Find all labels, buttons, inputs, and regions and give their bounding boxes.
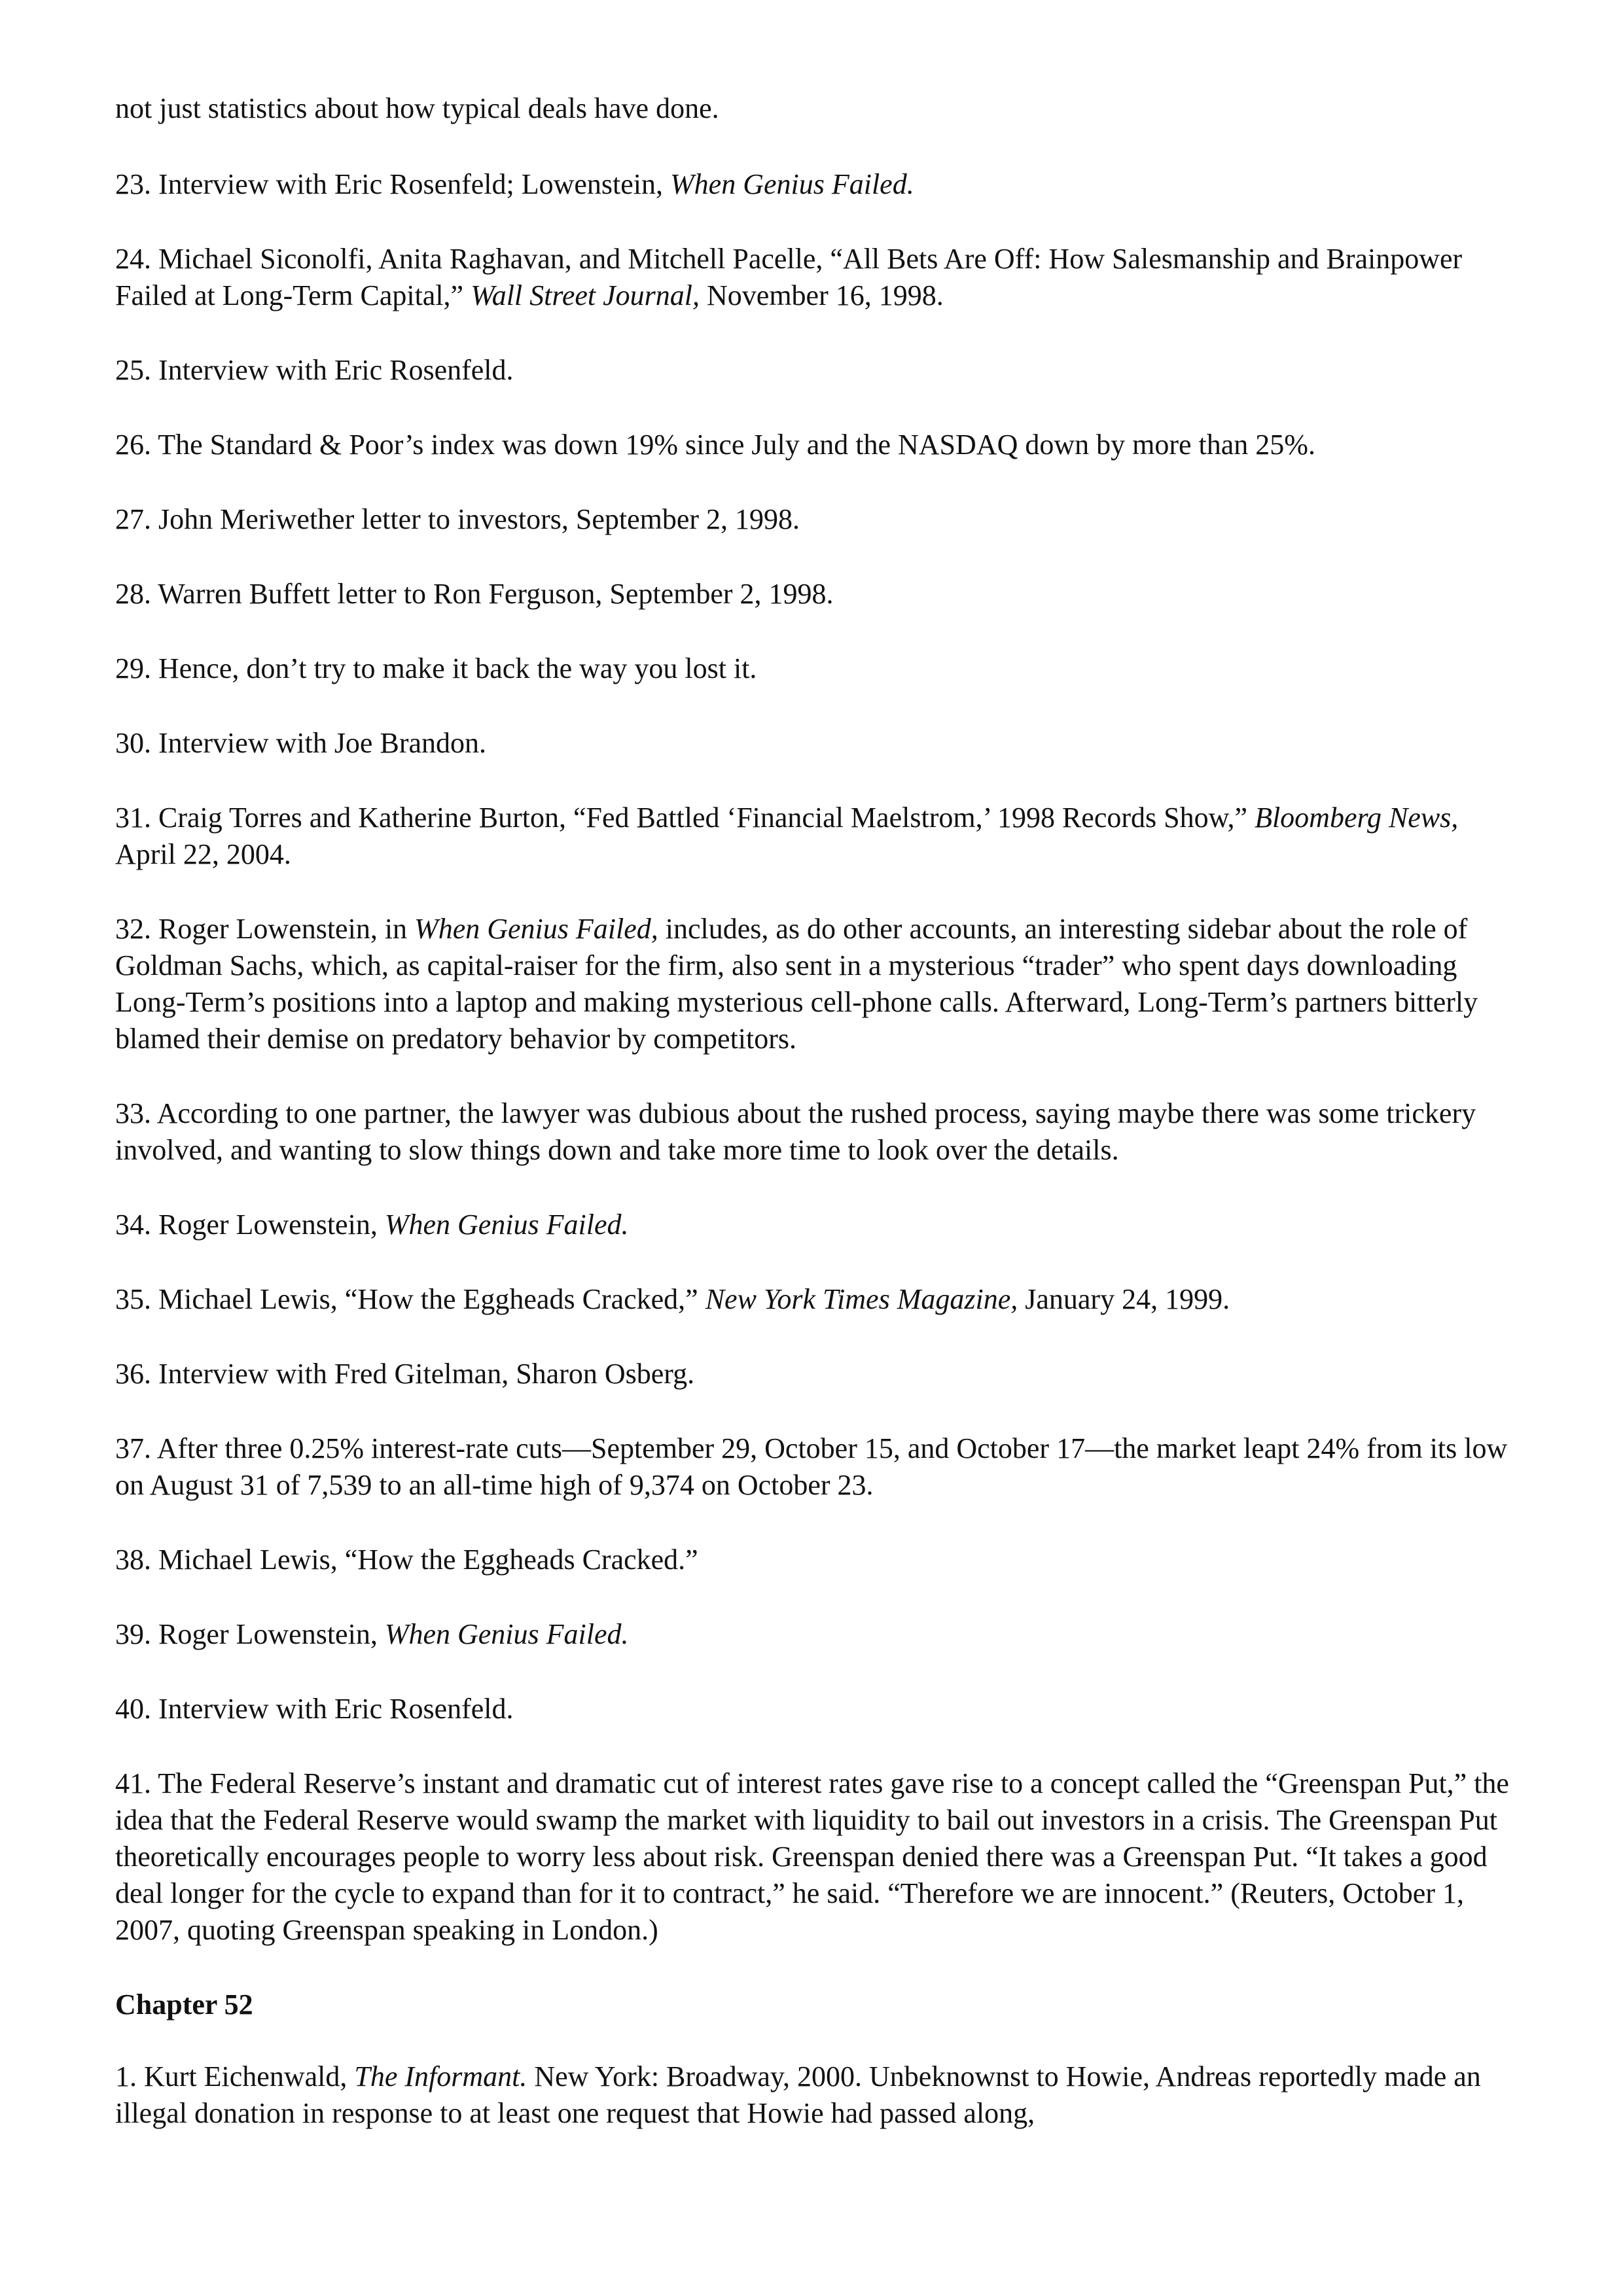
endnote-text: The Standard & Poor’s index was down 19% since July and the NASDAQ down by more than 25%. bbox=[158, 429, 1315, 461]
endnote-text: The Federal Reserve’s instant and dramatic cut of interest rates gave rise to a concept called the “Greenspan Put,” the idea that the Federal Reserve would swamp the market with liquidity to bail out investors in a crisis. The Greenspan Put theoretically encourages people to worry less about risk. Greenspan denied there was a Greenspan Put. “It takes a good deal longer for the cycle to expand than for it to contract,” he said. “Therefore we are innocent.” (Reuters, October 1, 2007, quoting Greenspan speaking in London.) bbox=[115, 1767, 1509, 1946]
endnote-number: 24. bbox=[115, 243, 151, 275]
endnote-text: Craig Torres and Katherine Burton, “Fed Battled ‘Financial Maelstrom,’ 1998 Records Show,” bbox=[158, 802, 1255, 834]
intro-text: not just statistics about how typical deals have done. bbox=[115, 92, 719, 124]
endnote bbox=[115, 1207, 1509, 1243]
endnote-number: 41. bbox=[115, 1767, 151, 1799]
endnote-title-italic: The Informant. bbox=[354, 2060, 527, 2093]
endnote-text-after: includes, as do other accounts, an interesting sidebar about the role of Goldman Sachs, which, as capital-raiser for the firm, also sent in a mysterious “trader” who spent days downloading Long-Term’s positions into a laptop and making mysterious cell-phone calls. Afterward, Long-Term’s partners bitterly blamed their demise on predatory behavior by competitors. bbox=[115, 913, 1478, 1055]
endnote bbox=[115, 725, 1509, 762]
notes-list bbox=[115, 166, 1509, 1949]
endnote-text: Roger Lowenstein, bbox=[158, 1209, 385, 1241]
endnote-text-after: New York: Broadway, 2000. Unbeknownst to Howie, Andreas reportedly made an illegal donation in response to at least one request that Howie had passed along, bbox=[115, 2060, 1481, 2129]
endnote-number: 23. bbox=[115, 168, 151, 200]
endnote bbox=[115, 241, 1509, 314]
endnote-number: 27. bbox=[115, 503, 151, 535]
endnote bbox=[115, 352, 1509, 389]
endnote-number: 37. bbox=[115, 1432, 151, 1464]
endnote-text: Michael Lewis, “How the Eggheads Cracked,” bbox=[158, 1283, 705, 1315]
endnote-text: Kurt Eichenwald, bbox=[144, 2060, 355, 2093]
endnote-number: 25. bbox=[115, 354, 151, 386]
chapter-notes-list bbox=[115, 2058, 1509, 2132]
endnote-text: Roger Lowenstein, bbox=[158, 1618, 385, 1650]
endnotes-page bbox=[115, 90, 1509, 2170]
endnote bbox=[115, 1616, 1509, 1653]
endnote-title-italic: When Genius Failed. bbox=[670, 168, 914, 200]
endnote bbox=[115, 576, 1509, 612]
endnote-text: Michael Lewis, “How the Eggheads Cracked.” bbox=[158, 1544, 698, 1576]
endnote-number: 31. bbox=[115, 802, 151, 834]
endnote bbox=[115, 1095, 1509, 1169]
endnote-text: Warren Buffett letter to Ron Ferguson, September 2, 1998. bbox=[158, 578, 834, 610]
endnote-number: 34. bbox=[115, 1209, 151, 1241]
endnote-number: 33. bbox=[115, 1097, 151, 1129]
endnote bbox=[115, 650, 1509, 687]
endnote bbox=[115, 1765, 1509, 1949]
endnote bbox=[115, 1542, 1509, 1578]
endnote-number: 28. bbox=[115, 578, 151, 610]
endnote-number: 35. bbox=[115, 1283, 151, 1315]
endnote-text: Interview with Eric Rosenfeld. bbox=[158, 1693, 514, 1725]
endnote-text-after: January 24, 1999. bbox=[1018, 1283, 1230, 1315]
endnote-number: 38. bbox=[115, 1544, 151, 1576]
endnote bbox=[115, 427, 1509, 463]
endnote bbox=[115, 911, 1509, 1057]
endnote-text: Michael Siconolfi, Anita Raghavan, and Mitchell Pacelle, “All Bets Are Off: How Salesmanship and Brainpower Failed at Long-Term Capital,” bbox=[115, 243, 1463, 311]
endnote-number: 36. bbox=[115, 1358, 151, 1390]
endnote-number: 39. bbox=[115, 1618, 151, 1650]
endnote-title-italic: Wall Street Journal, bbox=[471, 279, 700, 311]
endnote-text-after: April 22, 2004. bbox=[115, 838, 291, 870]
endnote bbox=[115, 1281, 1509, 1318]
endnote-title-italic: When Genius Failed, bbox=[414, 913, 658, 945]
endnote-number: 30. bbox=[115, 727, 151, 759]
endnote-text: Interview with Joe Brandon. bbox=[158, 727, 486, 759]
endnote-number: 29. bbox=[115, 652, 151, 684]
endnote-number: 1. bbox=[115, 2060, 137, 2093]
endnote-text: Hence, don’t try to make it back the way you lost it. bbox=[158, 652, 757, 684]
endnote bbox=[115, 1430, 1509, 1504]
endnote-title-italic: New York Times Magazine, bbox=[705, 1283, 1018, 1315]
endnote-title-italic: When Genius Failed. bbox=[384, 1209, 629, 1241]
endnote bbox=[115, 166, 1509, 203]
endnote-title-italic: Bloomberg News, bbox=[1255, 802, 1459, 834]
endnote bbox=[115, 501, 1509, 538]
endnote-title-italic: When Genius Failed. bbox=[384, 1618, 629, 1650]
endnote-text: Roger Lowenstein, in bbox=[158, 913, 415, 945]
endnote-text: After three 0.25% interest-rate cuts—September 29, October 15, and October 17—the market leapt 24% from its low on August 31 of 7,539 to an all-time high of 9,374 on October 23. bbox=[115, 1432, 1508, 1501]
endnote-number: 26. bbox=[115, 429, 151, 461]
endnote-text: Interview with Eric Rosenfeld; Lowenstein, bbox=[158, 168, 671, 200]
endnote bbox=[115, 1691, 1509, 1727]
endnote-text: Interview with Eric Rosenfeld. bbox=[158, 354, 514, 386]
endnote-number: 40. bbox=[115, 1693, 151, 1725]
endnote-text: Interview with Fred Gitelman, Sharon Osberg. bbox=[158, 1358, 695, 1390]
chapter-heading: Chapter 52 bbox=[115, 1988, 253, 2021]
endnote bbox=[115, 2058, 1509, 2132]
endnote bbox=[115, 1356, 1509, 1392]
endnote-text: According to one partner, the lawyer was dubious about the rushed process, saying maybe there was some trickery involved, and wanting to slow things down and take more time to look over the details. bbox=[115, 1097, 1476, 1166]
endnote-text: John Meriwether letter to investors, September 2, 1998. bbox=[158, 503, 800, 535]
endnote bbox=[115, 800, 1509, 873]
endnote-number: 32. bbox=[115, 913, 151, 945]
endnote-text-after: November 16, 1998. bbox=[700, 279, 944, 311]
